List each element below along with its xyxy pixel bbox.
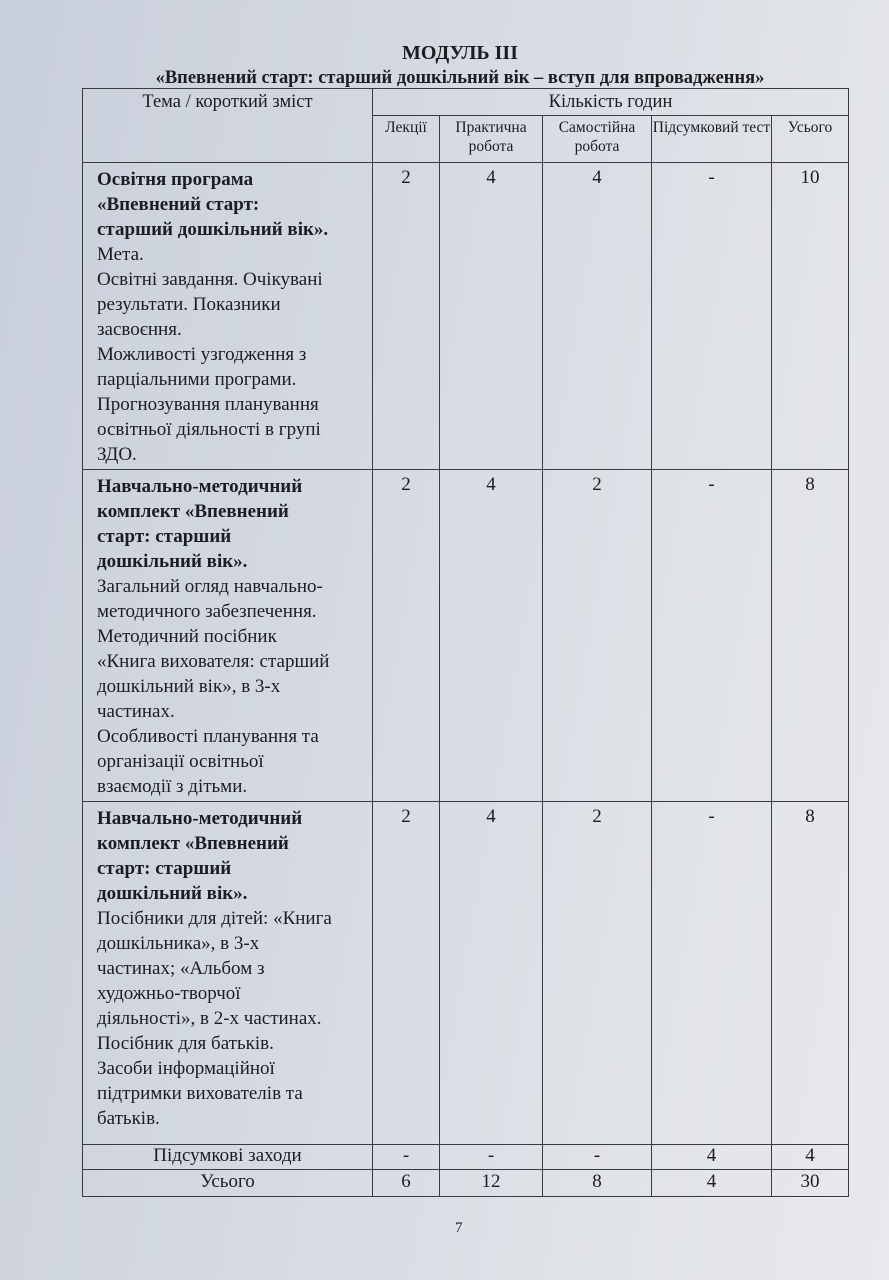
- table-row: [83, 163, 849, 470]
- total-cell: 8: [772, 802, 849, 1145]
- topic-body-line: підтримки вихователів та: [97, 1083, 303, 1104]
- total-cell: 30: [772, 1170, 849, 1197]
- topic-title-line: Освітня програма: [97, 169, 254, 190]
- total-cell: 8: [772, 470, 849, 802]
- topic-title-line: Навчально-методичний: [97, 808, 303, 829]
- header-hours-group: Кількість годин: [373, 89, 849, 116]
- topic-cell: [83, 470, 373, 802]
- total-label: Усього: [83, 1170, 373, 1197]
- total-row: [83, 1170, 849, 1197]
- topic-cell: [83, 802, 373, 1145]
- topic-body-line: частинах; «Альбом з: [97, 958, 265, 979]
- topic-body-line: Загальний огляд навчально-: [97, 576, 323, 597]
- total-cell: 10: [772, 163, 849, 470]
- topic-title-line: дошкільний вік».: [97, 551, 248, 572]
- topic-title-line: старт: старший: [97, 526, 232, 547]
- topic-body-line: Освітні завдання. Очікувані: [97, 269, 323, 290]
- lectures-cell: 2: [373, 163, 440, 470]
- summary-row: [83, 1145, 849, 1170]
- topic-body-line: Можливості узгодження з: [97, 344, 307, 365]
- topic-cell: [83, 163, 373, 470]
- topic-body-line: організації освітньої: [97, 751, 264, 772]
- topic-title-line: «Впевнений старт:: [97, 194, 260, 215]
- topic-body-line: дошкільний вік», в 3-х: [97, 676, 281, 697]
- practical-cell: 4: [440, 163, 543, 470]
- topic-body-line: ЗДО.: [97, 444, 137, 465]
- topic-body-line: засвоєння.: [97, 319, 182, 340]
- final-test-cell: 4: [652, 1145, 772, 1170]
- lectures-cell: 2: [373, 802, 440, 1145]
- topic-body-line: Методичний посібник: [97, 626, 277, 647]
- final-test-cell: 4: [652, 1170, 772, 1197]
- independent-cell: 2: [543, 802, 652, 1145]
- module-subtitle: «Впевнений старт: старший дошкільний вік – вступ для впровадження»: [155, 68, 765, 88]
- topic-body-line: освітньої діяльності в групі: [97, 419, 321, 440]
- page-number: 7: [455, 1220, 463, 1236]
- practical-cell: 4: [440, 802, 543, 1145]
- topic-title-line: старший дошкільний вік».: [97, 219, 329, 240]
- table-row: [83, 802, 849, 1145]
- lectures-cell: -: [373, 1145, 440, 1170]
- topic-body-line: Засоби інформаційної: [97, 1058, 275, 1079]
- topic-title-line: комплект «Впевнений: [97, 833, 289, 854]
- header-final-test: Підсумковий тест: [652, 116, 772, 163]
- final-test-cell: -: [652, 163, 772, 470]
- topic-body-line: «Книга вихователя: старший: [97, 651, 330, 672]
- topic-body-line: парціальними програми.: [97, 369, 297, 390]
- topic-title-line: дошкільний вік».: [97, 883, 248, 904]
- topic-body-line: методичного забезпечення.: [97, 601, 317, 622]
- topic-body-line: Особливості планування та: [97, 726, 319, 747]
- header-practical: Практична робота: [440, 116, 543, 163]
- independent-cell: 8: [543, 1170, 652, 1197]
- hours-table: [82, 88, 849, 1197]
- topic-body-line: дошкільника», в 3-х: [97, 933, 260, 954]
- practical-cell: 12: [440, 1170, 543, 1197]
- lectures-cell: 2: [373, 470, 440, 802]
- header-independent: Самостійна робота: [543, 116, 652, 163]
- header-lectures: Лекції: [373, 116, 440, 163]
- topic-title-line: Навчально-методичний: [97, 476, 303, 497]
- topic-body-line: Мета.: [97, 244, 144, 265]
- topic-body-line: взаємодії з дітьми.: [97, 776, 248, 797]
- independent-cell: 4: [543, 163, 652, 470]
- final-test-cell: -: [652, 802, 772, 1145]
- topic-title-line: старт: старший: [97, 858, 232, 879]
- practical-cell: -: [440, 1145, 543, 1170]
- topic-body-line: батьків.: [97, 1108, 160, 1129]
- header-row-1: [83, 89, 849, 116]
- independent-cell: 2: [543, 470, 652, 802]
- topic-body-line: результати. Показники: [97, 294, 281, 315]
- independent-cell: -: [543, 1145, 652, 1170]
- header-total: Усього: [772, 116, 849, 163]
- module-title: МОДУЛЬ III: [402, 42, 518, 64]
- topic-body-line: художньо-творчої: [97, 983, 241, 1004]
- practical-cell: 4: [440, 470, 543, 802]
- topic-body-line: Прогнозування планування: [97, 394, 319, 415]
- header-topic: Тема / короткий зміст: [83, 89, 373, 163]
- topic-body-line: Посібник для батьків.: [97, 1033, 274, 1054]
- topic-body-line: діяльності», в 2-х частинах.: [97, 1008, 322, 1029]
- summary-label: Підсумкові заходи: [83, 1145, 373, 1170]
- table-row: [83, 470, 849, 802]
- topic-body-line: частинах.: [97, 701, 175, 722]
- topic-title-line: комплект «Впевнений: [97, 501, 289, 522]
- topic-body-line: Посібники для дітей: «Книга: [97, 908, 332, 929]
- final-test-cell: -: [652, 470, 772, 802]
- total-cell: 4: [772, 1145, 849, 1170]
- lectures-cell: 6: [373, 1170, 440, 1197]
